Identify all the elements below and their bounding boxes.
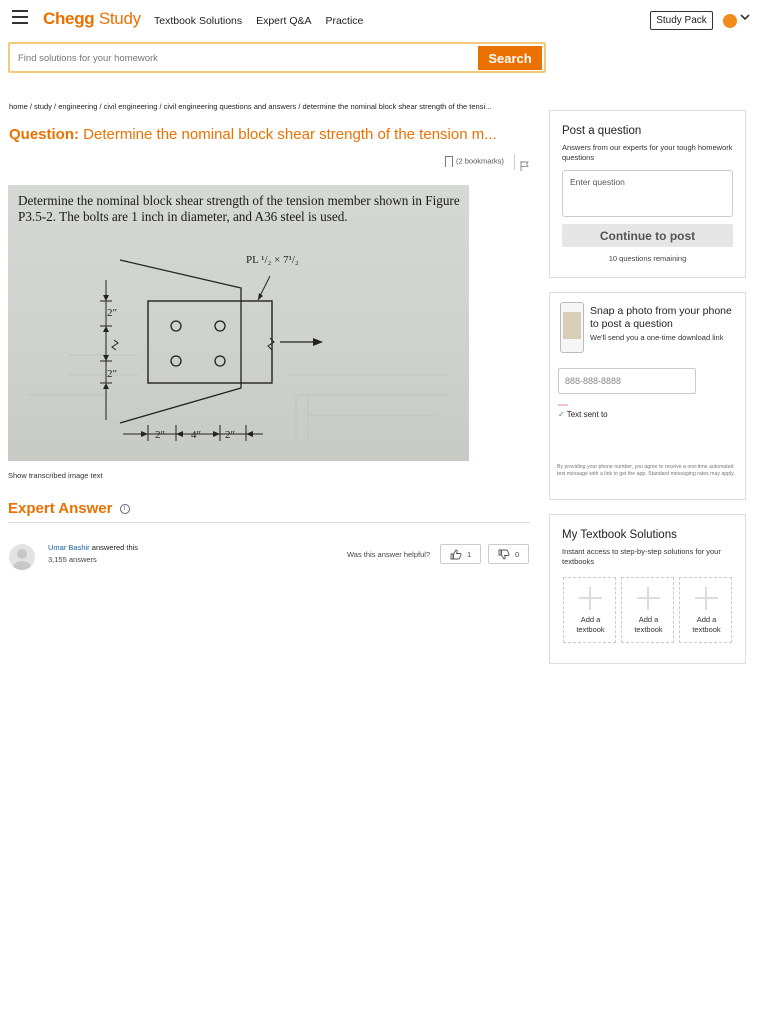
bookmark-icon xyxy=(445,156,453,167)
chevron-down-icon[interactable] xyxy=(740,13,750,24)
study-pack-button[interactable]: Study Pack xyxy=(650,11,713,30)
search-bar xyxy=(8,42,546,73)
dim-label: 4″ xyxy=(191,429,202,441)
questions-remaining: 10 questions remaining xyxy=(608,254,687,263)
chegg-study-logo[interactable] xyxy=(43,9,141,29)
phone-number-input[interactable] xyxy=(558,368,696,394)
nav-expert-qa[interactable]: Expert Q&A xyxy=(256,15,312,27)
dim-label: 2″ xyxy=(155,429,166,441)
show-transcribed-link[interactable]: Show transcribed image text xyxy=(8,471,103,480)
divider xyxy=(8,522,530,523)
add-textbook-label: Add a textbook xyxy=(634,615,663,634)
answerer-line xyxy=(48,543,138,552)
top-header xyxy=(0,0,768,42)
info-icon[interactable]: i xyxy=(120,504,130,514)
plate-label: PL ¹/₂ × 7¹/₂ xyxy=(246,254,299,266)
nav-textbook-solutions[interactable]: Textbook Solutions xyxy=(154,15,243,27)
upvote-count: 1 xyxy=(467,550,472,559)
logo-product: Study xyxy=(98,9,141,28)
bookmark-count: (2 bookmarks) xyxy=(456,156,504,166)
plus-icon xyxy=(579,587,602,610)
logo-brand: Chegg xyxy=(43,9,95,28)
textbook-solutions-title: My Textbook Solutions xyxy=(562,529,677,541)
checkmark-icon: ✓ xyxy=(558,410,565,419)
sms-disclaimer: By providing your phone number, you agree to receive a one-time automated text message with a link to get the app. Standard messaging rates may apply. xyxy=(557,464,735,477)
question-title-text: Determine the nominal block shear strength of the tension m... xyxy=(83,126,497,143)
question-image[interactable] xyxy=(8,185,469,461)
plus-icon xyxy=(695,587,718,610)
hamburger-menu-icon[interactable] xyxy=(12,10,28,24)
textbook-solutions-subtitle: Instant access to step-by-step solutions for your textbooks xyxy=(562,547,721,566)
answer-count: 3,155 answers xyxy=(48,555,97,564)
dim-label: 2″ xyxy=(107,368,118,380)
breadcrumb[interactable]: home / study / engineering / civil engineering / civil engineering questions and answers / determine the nominal block shear strength of the tensi... xyxy=(9,102,492,111)
expert-answer-heading xyxy=(8,500,130,517)
post-question-panel xyxy=(549,110,746,278)
problem-statement: Determine the nominal block shear strength of the tension member shown in Figure P3.5-2. The bolts are 1 inch in diameter, and A36 steel is used. xyxy=(18,193,460,224)
page-title xyxy=(9,126,534,143)
main-nav xyxy=(154,15,374,27)
thumbs-down-button[interactable] xyxy=(488,544,529,564)
thumbs-up-button[interactable] xyxy=(440,544,481,564)
expert-answer-title: Expert Answer xyxy=(8,500,113,517)
plus-icon xyxy=(637,587,660,610)
downvote-count: 0 xyxy=(515,550,520,559)
add-textbook-button[interactable] xyxy=(621,577,674,643)
helpful-label: Was this answer helpful? xyxy=(347,550,431,559)
add-textbook-button[interactable] xyxy=(679,577,732,643)
question-label: Question: xyxy=(9,126,79,143)
phone-icon xyxy=(560,302,584,353)
question-input[interactable] xyxy=(562,170,733,217)
continue-to-post-button[interactable]: Continue to post xyxy=(562,224,733,247)
flag-icon[interactable] xyxy=(520,158,529,168)
user-avatar-icon[interactable] xyxy=(723,14,737,28)
dim-label: 2″ xyxy=(107,307,118,319)
snap-photo-title: Snap a photo from your phone to post a question xyxy=(590,305,732,330)
avatar xyxy=(9,544,35,570)
add-textbook-label: Add a textbook xyxy=(576,615,605,634)
snap-photo-panel xyxy=(549,292,746,500)
divider xyxy=(514,154,515,170)
plate-diagram xyxy=(8,185,469,461)
dim-label: 2″ xyxy=(225,429,236,441)
answered-this-text: answered this xyxy=(89,543,139,552)
textbook-tiles xyxy=(563,577,734,643)
post-question-title: Post a question xyxy=(562,125,642,137)
thumbs-up-icon xyxy=(450,549,462,560)
add-textbook-label: Add a textbook xyxy=(692,615,721,634)
nav-practice[interactable]: Practice xyxy=(325,15,364,27)
thumbs-down-icon xyxy=(498,549,510,560)
text-sent-status xyxy=(558,410,608,419)
bookmark-button[interactable] xyxy=(445,156,504,167)
answerer-name-link[interactable]: Umar Bashir xyxy=(48,543,90,552)
add-textbook-button[interactable] xyxy=(563,577,616,643)
search-button[interactable]: Search xyxy=(478,46,542,70)
search-input[interactable] xyxy=(18,50,468,66)
snap-photo-subtitle: We'll send you a one-time download link xyxy=(590,333,724,342)
post-question-subtitle: Answers from our experts for your tough homework questions xyxy=(562,143,733,162)
status-indicator xyxy=(558,404,568,406)
text-sent-label: Text sent to xyxy=(566,410,608,419)
textbook-solutions-panel xyxy=(549,514,746,664)
